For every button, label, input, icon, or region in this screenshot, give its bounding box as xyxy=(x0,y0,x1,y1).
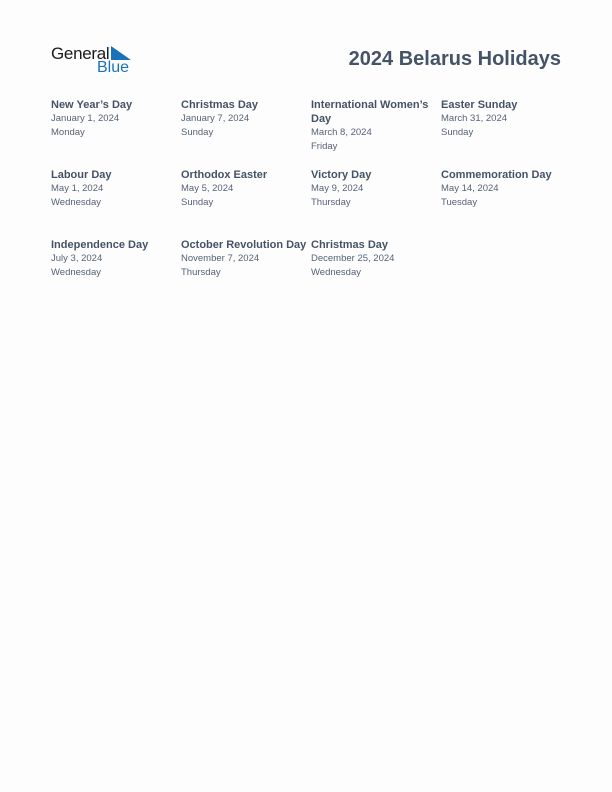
holiday-name: October Revolution Day xyxy=(181,239,307,251)
holiday-name: Christmas Day xyxy=(311,239,389,251)
holiday-item xyxy=(181,168,311,238)
holiday-name: International Women’s Day xyxy=(311,99,429,125)
holiday-item xyxy=(311,98,441,168)
generalblue-logo xyxy=(51,44,141,78)
holiday-name: New Year’s Day xyxy=(51,99,133,111)
holiday-weekday: Wednesday xyxy=(51,267,101,278)
holiday-name: Commemoration Day xyxy=(441,169,552,181)
holiday-date: May 9, 2024 xyxy=(311,183,364,194)
holiday-weekday: Wednesday xyxy=(51,197,101,208)
holiday-weekday: Monday xyxy=(51,127,85,138)
holiday-name: Labour Day xyxy=(51,169,112,181)
holiday-name: Easter Sunday xyxy=(441,99,518,111)
holiday-date: May 14, 2024 xyxy=(441,183,499,194)
holiday-date: July 3, 2024 xyxy=(51,253,103,264)
holiday-item xyxy=(441,98,571,168)
holiday-weekday: Tuesday xyxy=(441,197,478,208)
holiday-item xyxy=(51,238,181,308)
holiday-item xyxy=(51,98,181,168)
holiday-item xyxy=(51,168,181,238)
logo-text-blue: Blue xyxy=(97,59,130,76)
logo-text-general: General xyxy=(51,44,110,63)
holiday-date: January 7, 2024 xyxy=(181,113,250,124)
page-title: 2024 Belarus Holidays xyxy=(348,48,561,70)
holiday-date: November 7, 2024 xyxy=(181,253,260,264)
blue-triangle-flag-icon xyxy=(111,46,131,60)
holiday-item xyxy=(311,238,441,308)
holiday-item xyxy=(441,168,571,238)
holiday-item xyxy=(181,238,311,308)
holiday-date: March 31, 2024 xyxy=(441,113,508,124)
holiday-weekday: Sunday xyxy=(181,197,214,208)
holiday-weekday: Sunday xyxy=(441,127,474,138)
holiday-date: March 8, 2024 xyxy=(311,127,372,138)
holiday-weekday: Sunday xyxy=(181,127,214,138)
holiday-name: Christmas Day xyxy=(181,99,259,111)
holiday-date: May 1, 2024 xyxy=(51,183,104,194)
holiday-weekday: Friday xyxy=(311,141,338,152)
holiday-weekday: Thursday xyxy=(311,197,351,208)
holiday-weekday: Wednesday xyxy=(311,267,361,278)
holiday-name: Victory Day xyxy=(311,169,372,181)
holiday-item xyxy=(181,98,311,168)
holiday-weekday: Thursday xyxy=(181,267,221,278)
holiday-grid xyxy=(51,98,571,308)
holiday-date: May 5, 2024 xyxy=(181,183,234,194)
holiday-item xyxy=(311,168,441,238)
holiday-name: Independence Day xyxy=(51,239,149,251)
holiday-date: January 1, 2024 xyxy=(51,113,120,124)
holiday-name: Orthodox Easter xyxy=(181,169,268,181)
holiday-date: December 25, 2024 xyxy=(311,253,395,264)
